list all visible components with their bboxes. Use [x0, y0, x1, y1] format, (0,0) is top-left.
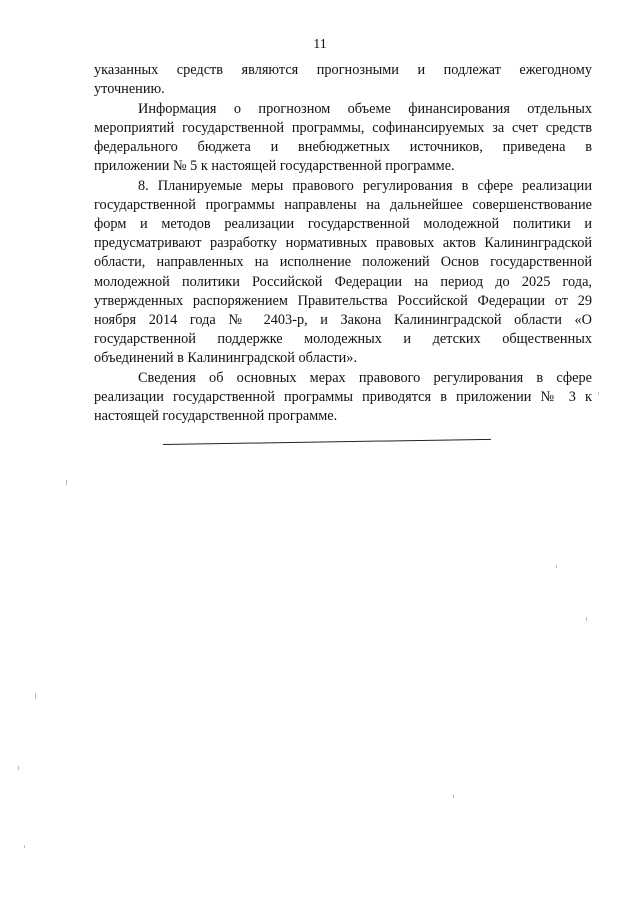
- body-text: [94, 61, 592, 427]
- text-line: мероприятий государственной программы, софинансируемых за счет средств: [94, 120, 592, 137]
- text-line: ноября 2014 года № 2403-р, и Закона Калининградской области «О: [94, 311, 592, 328]
- text-line: утвержденных распоряжением Правительства Российской Федерации от 29: [94, 292, 592, 309]
- text-line: Сведения об основных мерах правового регулирования в сфере: [138, 369, 592, 386]
- page-number: 11: [313, 37, 327, 52]
- text-line: 8. Планируемые меры правового регулирования в сфере реализации: [138, 178, 592, 195]
- text-line: предусматривают разработку нормативных правовых актов Калининградской: [94, 235, 592, 252]
- text-line: форм и методов реализации государственной молодежной политики и: [94, 216, 592, 233]
- text-line: федерального бюджета и внебюджетных источников, приведена в: [94, 139, 592, 156]
- text-line: реализации государственной программы приводятся в приложении № 3 к: [94, 388, 592, 405]
- closing-rule: [163, 439, 491, 445]
- paragraph-legal-measures-info: [94, 369, 592, 426]
- scan-speck: [556, 565, 557, 568]
- text-line: объединений в Калининградской области».: [94, 349, 358, 366]
- scan-speck: [586, 617, 587, 621]
- text-line: уточнению.: [94, 81, 165, 98]
- text-line: указанных средств являются прогнозными и подлежат ежегодному: [94, 62, 592, 78]
- scan-speck: [66, 480, 67, 485]
- text-line: приложении № 5 к настоящей государственной программе.: [94, 158, 455, 175]
- scan-speck: [18, 766, 19, 770]
- text-line: государственной поддержке молодежных и детских общественных: [94, 330, 592, 347]
- paragraph-cofinancing-info: [94, 100, 592, 176]
- text-line: государственной программы направлены на дальнейшее совершенствование: [94, 197, 592, 214]
- text-line: Информация о прогнозном объеме финансирования отдельных: [138, 101, 592, 118]
- scan-speck: [598, 392, 599, 395]
- text-line: области, направленных на исполнение положений Основ государственной: [94, 254, 592, 271]
- scan-speck: [24, 845, 25, 848]
- paragraph-legal-regulation: [94, 177, 592, 367]
- text-line: молодежной политики Российской Федерации на период до 2025 года,: [94, 273, 592, 290]
- paragraph-funding-forecast: [94, 61, 592, 99]
- scan-speck: [35, 693, 36, 699]
- text-line: настоящей государственной программе.: [94, 407, 338, 424]
- scan-speck: [453, 795, 454, 798]
